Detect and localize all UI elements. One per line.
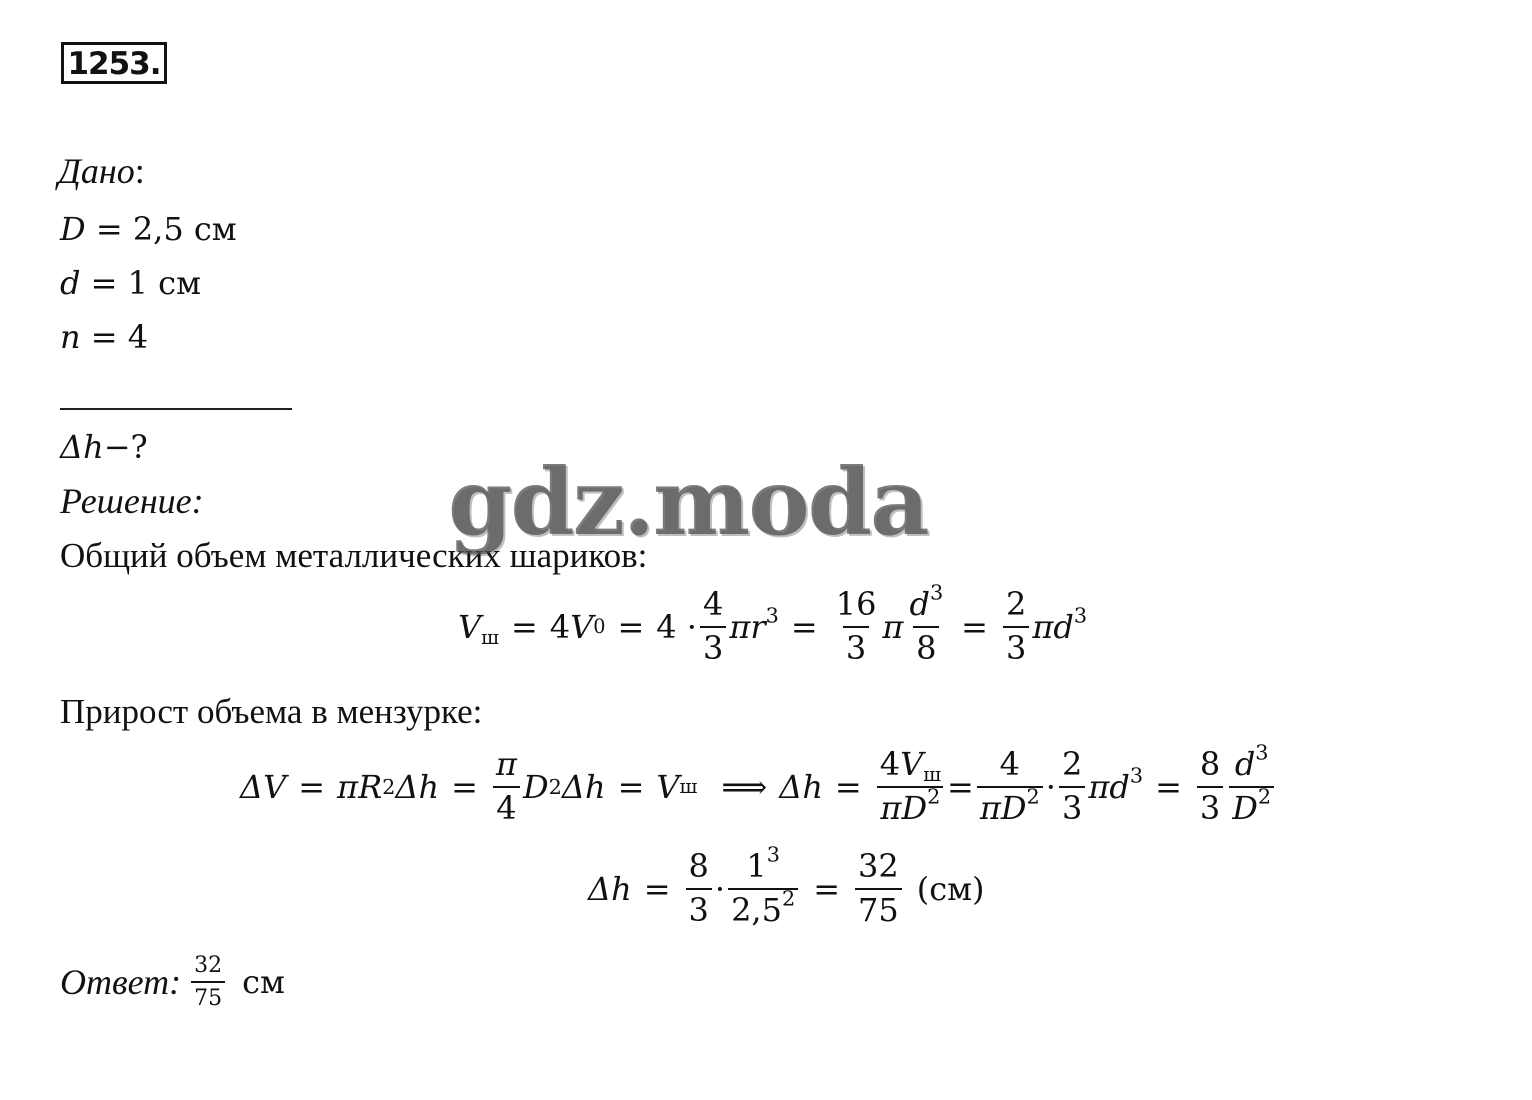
solution-label: Решение: — [60, 481, 204, 521]
find-line: Δh−? — [60, 428, 148, 466]
equation-volume: $V_ш$ = 4 V 0 = 4 · $\frac{4}{3}$ $\pi r^3$ = $\frac{16}{3}$ π $\frac{d^3}{8}$ = $\frac{2}{3}$ $\pi d^3$ — [458, 580, 1088, 667]
answer — [60, 954, 285, 1010]
given-line-d-small: d = 1 см — [60, 264, 201, 302]
equation-delta-h: ΔV = πR 2 Δh = $\frac{\pi}{4}$ D 2 Δh = V ш ⟹ Δh = $\frac{4V_ш}{\pi D^2}$ = $\frac{4}{\pi D^2}$ · $\frac{2}{3}$ $\pi d^3$ = $\frac{8}{3}$ $\frac{d^3}{D^2}$ — [240, 748, 1277, 825]
task-number: 1253. — [61, 42, 167, 84]
given-line-d-big: D = 2,5 см — [60, 210, 237, 248]
text-volume-increase: Прирост объема в мензурке: — [60, 692, 483, 731]
answer-fraction: $\frac{32}{75}$ — [191, 954, 225, 1010]
watermark-logo: gdz.moda — [448, 448, 928, 556]
equation-delta-h-value: Δh = $\frac{8}{3}$ · $\frac{1^3}{2,5^2}$ = $\frac{32}{75}$ (см) — [588, 842, 985, 929]
text-total-volume: Общий объем металлических шариков: — [60, 536, 648, 575]
given-label: Дано: — [58, 151, 145, 191]
given-divider — [60, 408, 292, 410]
answer-unit: см — [242, 963, 285, 1002]
given-line-n: n = 4 — [60, 318, 149, 356]
answer-label: Ответ: — [60, 962, 182, 1003]
